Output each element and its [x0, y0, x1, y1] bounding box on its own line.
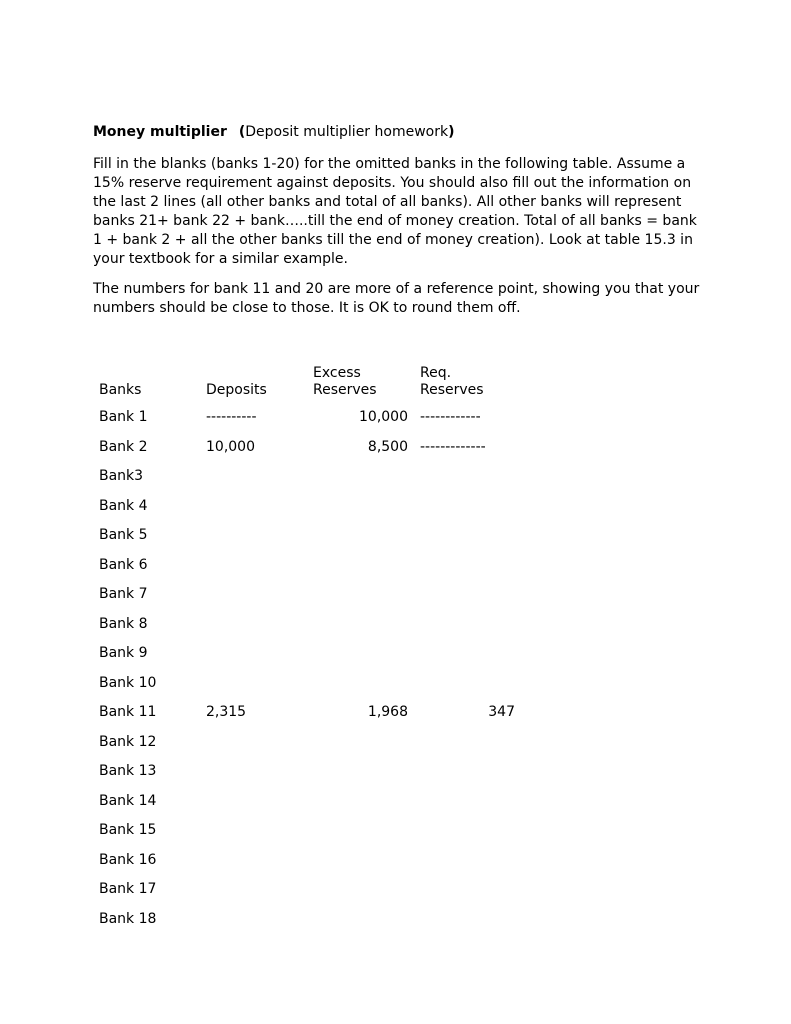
- cell-bank: Bank 11: [99, 704, 157, 721]
- table-row: [93, 846, 521, 876]
- table-row: [93, 905, 521, 935]
- cell-req-reserves: [414, 787, 521, 817]
- cell-deposits: [200, 610, 307, 640]
- cell-deposits: [200, 787, 307, 817]
- cell-excess-reserves: [307, 846, 414, 876]
- cell-bank: Bank 16: [99, 851, 157, 868]
- cell-deposits: [200, 875, 307, 905]
- table-header-row: [93, 365, 521, 403]
- cell-req-reserves: [414, 492, 521, 522]
- cell-req-reserves: -------------: [420, 438, 486, 455]
- header-banks: Banks: [99, 382, 142, 398]
- header-excess-line2: Reserves: [313, 382, 377, 398]
- table-row: [93, 462, 521, 492]
- cell-deposits: [200, 669, 307, 699]
- cell-excess-reserves: [307, 521, 414, 551]
- cell-bank: Bank 13: [99, 763, 157, 780]
- cell-req-reserves: [414, 757, 521, 787]
- document-body: [93, 123, 703, 329]
- title-subtitle: Deposit multiplier homework: [245, 124, 449, 140]
- table-row: [93, 403, 521, 433]
- cell-excess-reserves: [307, 816, 414, 846]
- cell-deposits: ----------: [206, 409, 257, 426]
- cell-excess-reserves: [307, 905, 414, 935]
- cell-bank: Bank 6: [99, 556, 148, 573]
- cell-excess-reserves: [307, 787, 414, 817]
- cell-bank: Bank 9: [99, 645, 148, 662]
- cell-deposits: [200, 580, 307, 610]
- cell-excess-reserves: [307, 610, 414, 640]
- cell-req-reserves: [414, 610, 521, 640]
- cell-bank: Bank 18: [99, 910, 157, 927]
- table-row: [93, 875, 521, 905]
- header-req-reserves: [414, 365, 521, 403]
- table-row: [93, 639, 521, 669]
- cell-bank: Bank 17: [99, 881, 157, 898]
- cell-deposits: 10,000: [206, 438, 255, 455]
- table-row: [93, 433, 521, 463]
- cell-bank: Bank 5: [99, 527, 148, 544]
- title-open-paren: (: [238, 124, 246, 140]
- cell-req-reserves: 347: [488, 704, 515, 721]
- cell-excess-reserves: 10,000: [359, 409, 408, 426]
- table-row: [93, 698, 521, 728]
- cell-deposits: [200, 905, 307, 935]
- cell-req-reserves: [414, 846, 521, 876]
- cell-req-reserves: [414, 551, 521, 581]
- cell-bank: Bank 12: [99, 733, 157, 750]
- cell-deposits: [200, 521, 307, 551]
- cell-deposits: [200, 728, 307, 758]
- cell-excess-reserves: [307, 757, 414, 787]
- cell-bank: Bank 15: [99, 822, 157, 839]
- table-row: [93, 580, 521, 610]
- cell-req-reserves: [414, 462, 521, 492]
- table-row: [93, 610, 521, 640]
- cell-deposits: [200, 462, 307, 492]
- page-title: [93, 123, 703, 142]
- cell-req-reserves: [414, 905, 521, 935]
- header-req-line2: Reserves: [420, 382, 484, 398]
- cell-deposits: [200, 757, 307, 787]
- header-req-line1: Req.: [420, 365, 452, 381]
- reference-paragraph: The numbers for bank 11 and 20 are more of a reference point, showing you that your numbers should be close to those. It is OK to round them off.: [93, 281, 700, 316]
- cell-req-reserves: [414, 521, 521, 551]
- instructions-paragraph: Fill in the blanks (banks 1-20) for the omitted banks in the following table. Assume a 15% reserve requirement against deposits. You should also fill out the information on the last 2 lines (all other banks and total of all banks). All other banks will represent banks 21+ bank 22 + bank…..till the end of money creation. Total of all banks = bank 1 + bank 2 + all the other banks till the end of money creation). Look at table 15.3 in your textbook for a similar example.: [93, 156, 697, 267]
- cell-excess-reserves: [307, 639, 414, 669]
- cell-excess-reserves: [307, 551, 414, 581]
- cell-bank: Bank 8: [99, 615, 148, 632]
- cell-bank: Bank 1: [99, 409, 148, 426]
- header-excess-reserves: [307, 365, 414, 403]
- cell-excess-reserves: [307, 492, 414, 522]
- table-body: [93, 403, 521, 934]
- cell-excess-reserves: [307, 875, 414, 905]
- cell-bank: Bank 10: [99, 674, 157, 691]
- bank-table: [93, 365, 521, 934]
- cell-bank: Bank 14: [99, 792, 157, 809]
- cell-req-reserves: [414, 669, 521, 699]
- title-close-paren: ): [448, 124, 455, 140]
- cell-bank: Bank 2: [99, 438, 148, 455]
- cell-req-reserves: [414, 580, 521, 610]
- table-row: [93, 816, 521, 846]
- table-row: [93, 787, 521, 817]
- cell-req-reserves: [414, 728, 521, 758]
- cell-req-reserves: [414, 875, 521, 905]
- cell-excess-reserves: [307, 580, 414, 610]
- cell-bank: Bank3: [99, 468, 144, 485]
- cell-bank: Bank 7: [99, 586, 148, 603]
- table-row: [93, 521, 521, 551]
- cell-deposits: [200, 492, 307, 522]
- table-row: [93, 728, 521, 758]
- table-row: [93, 669, 521, 699]
- cell-excess-reserves: [307, 462, 414, 492]
- cell-excess-reserves: [307, 728, 414, 758]
- cell-req-reserves: ------------: [420, 409, 481, 426]
- cell-deposits: [200, 551, 307, 581]
- cell-deposits: [200, 846, 307, 876]
- table-row: [93, 757, 521, 787]
- cell-deposits: [200, 816, 307, 846]
- table-row: [93, 492, 521, 522]
- cell-excess-reserves: 1,968: [367, 704, 408, 721]
- header-excess-line1: Excess: [313, 365, 361, 381]
- cell-excess-reserves: 8,500: [367, 438, 408, 455]
- title-bold: Money multiplier: [93, 124, 227, 140]
- cell-excess-reserves: [307, 669, 414, 699]
- cell-deposits: [200, 639, 307, 669]
- cell-req-reserves: [414, 816, 521, 846]
- cell-bank: Bank 4: [99, 497, 148, 514]
- cell-req-reserves: [414, 639, 521, 669]
- header-deposits: Deposits: [206, 382, 267, 398]
- cell-deposits: 2,315: [206, 704, 247, 721]
- table-row: [93, 551, 521, 581]
